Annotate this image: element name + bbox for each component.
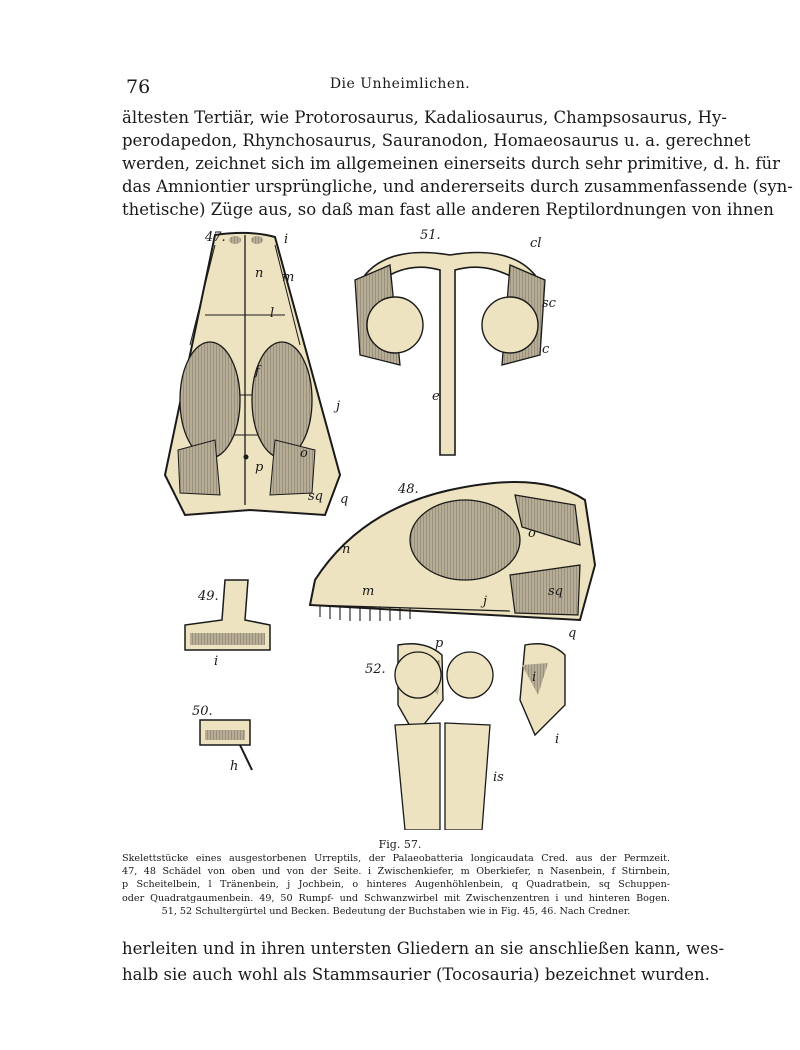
label-fig49: 49.: [198, 589, 219, 604]
label-fig51: 51.: [420, 228, 441, 243]
text-line: herleiten und in ihren untersten Gliedern an sie anschließen kann, wes-: [122, 939, 725, 958]
label-fig50-h: h: [230, 759, 239, 774]
label-fig49-i: i: [214, 654, 219, 669]
figure-caption: [122, 852, 670, 918]
body-text-bottom: [122, 936, 725, 988]
label-fig47-l: l: [270, 306, 275, 321]
label-fig47-p: p: [255, 460, 264, 475]
label-fig52-p: p: [435, 636, 444, 651]
shoulder-girdle: [355, 253, 545, 456]
text-line: perodapedon, Rhynchosaurus, Sauranodon, Homaeosaurus u. a. gerechnet: [122, 131, 751, 150]
label-fig48-n: n: [342, 542, 351, 557]
caption-line: oder Quadratgaumenbein. 49, 50 Rumpf- und Schwanzwirbel mit Zwischenzentren i und hinteren Bogen.: [122, 892, 670, 904]
text-line: halb sie auch wohl als Stammsaurier (Tocosauria) bezeichnet wurden.: [122, 965, 710, 984]
pelvis: [395, 644, 565, 830]
text-line: thetische) Züge aus, so daß man fast alle anderen Reptilordnungen von ihnen: [122, 200, 774, 219]
label-fig47: 47.: [205, 230, 226, 245]
figure-caption-title: Fig. 57.: [378, 838, 422, 851]
label-fig51-e: e: [432, 389, 440, 404]
label-fig52-i-right: i: [532, 670, 537, 685]
skull-top-view: [165, 233, 340, 515]
label-fig48-o: o: [528, 526, 536, 541]
label-fig48-sq: sq: [548, 584, 563, 599]
label-fig47-sq: sq: [308, 489, 323, 504]
skeleton-figure: [150, 225, 670, 830]
label-fig47-i: i: [284, 232, 289, 247]
caption-line: 47, 48 Schädel von oben und von der Seite. i Zwischenkiefer, m Oberkiefer, n Nasenbein, f Stirnbein,: [122, 866, 670, 878]
caption-line: Skelettstücke eines ausgestorbenen Urreptils, der Palaeobatteria longicaudata Cred. aus der Permzeit.: [122, 853, 670, 864]
label-fig47-n: n: [255, 266, 264, 281]
label-fig51-sc: sc: [542, 296, 556, 311]
label-fig48: 48.: [398, 482, 419, 497]
label-fig52-is: is: [493, 770, 504, 785]
tail-vertebra: [200, 720, 252, 770]
page-number: 76: [126, 76, 151, 98]
label-fig48-j: j: [483, 594, 488, 609]
skull-side-view: [310, 482, 595, 621]
running-head: Die Unheimlichen.: [329, 76, 471, 92]
label-fig50: 50.: [192, 704, 213, 719]
label-fig51-cl: cl: [530, 236, 542, 251]
label-fig47-o: o: [300, 446, 308, 461]
label-fig47-q: q: [340, 492, 349, 507]
skeleton-illustration: [150, 225, 670, 830]
caption-line: p Scheitelbein, l Tränenbein, j Jochbein, o hinteres Augenhöhlenbein, q Quadratbein, sq Schuppen-: [122, 879, 670, 891]
label-fig47-f: f: [255, 364, 260, 379]
text-line: werden, zeichnet sich im allgemeinen einerseits durch sehr primitive, d. h. für: [122, 154, 781, 173]
label-fig51-c: c: [542, 342, 550, 357]
caption-line: 51, 52 Schultergürtel und Becken. Bedeutung der Buchstaben wie in Fig. 45, 46. Nach Credner.: [161, 905, 631, 917]
label-fig48-q: q: [568, 626, 577, 641]
label-fig52: 52.: [365, 662, 386, 677]
label-fig52-i-left: i: [555, 732, 560, 747]
label-fig48-m: m: [362, 584, 375, 599]
text-line: das Amniontier ursprüngliche, und andererseits durch zusammenfassende (syn-: [122, 177, 793, 196]
label-fig47-j: j: [336, 399, 341, 414]
text-line: ältesten Tertiär, wie Protorosaurus, Kadaliosaurus, Champsosaurus, Hy-: [122, 108, 727, 127]
label-fig47-m: m: [282, 270, 295, 285]
body-text-top: [122, 106, 793, 221]
